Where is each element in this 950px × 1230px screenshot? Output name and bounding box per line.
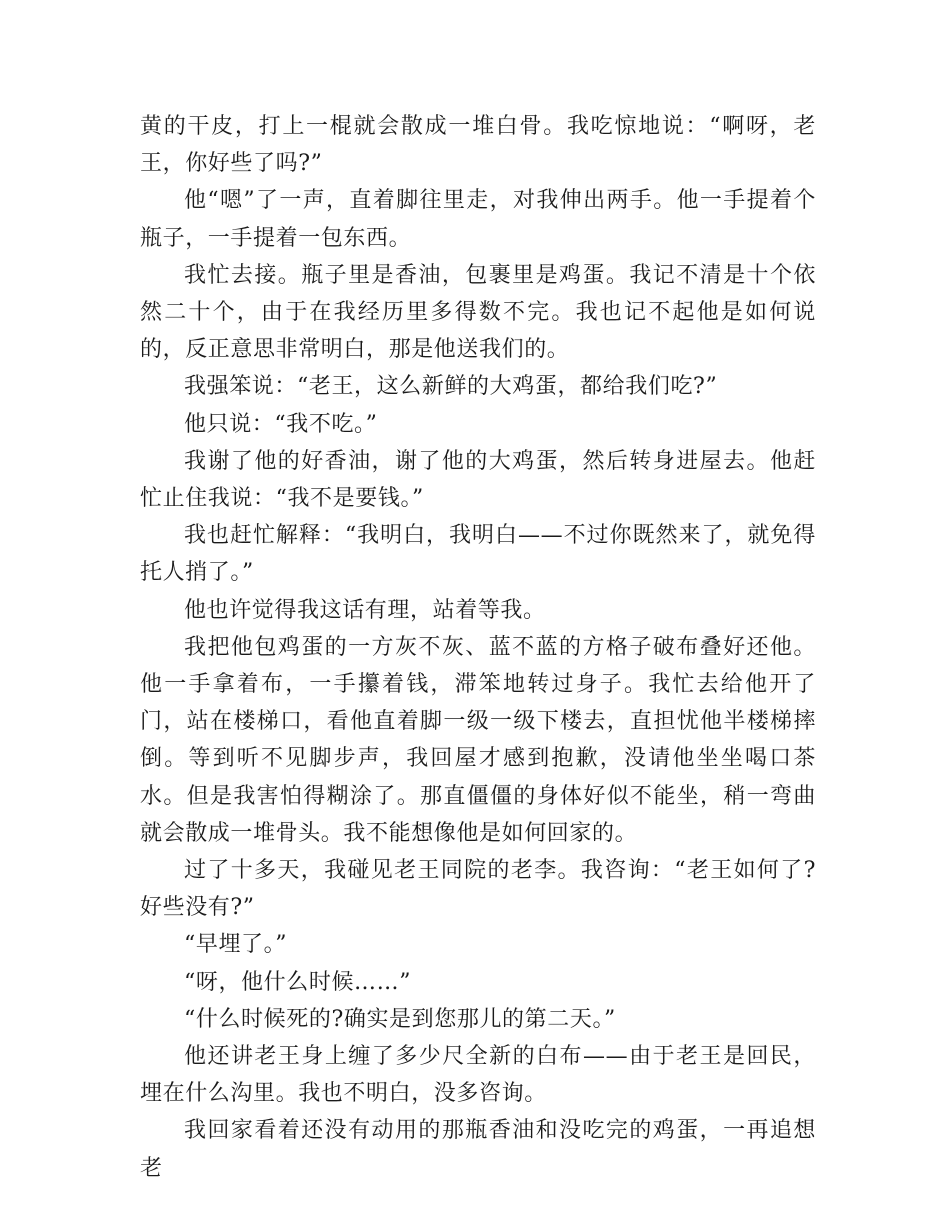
paragraph: 黄的干皮，打上一棍就会散成一堆白骨。我吃惊地说：“啊呀，老王，你好些了吗?”: [140, 114, 816, 177]
paragraph: 我忙去接。瓶子里是香油，包裹里是鸡蛋。我记不清是十个依然二十个，由于在我经历里多得数不完。我也记不起他是如何说的，反正意思非常明白，那是他送我们的。: [140, 262, 816, 363]
paragraph: 他只说：“我不吃。”: [184, 411, 378, 437]
paragraph: 我强笨说：“老王，这么新鲜的大鸡蛋，都给我们吃?”: [184, 374, 718, 400]
paragraph: 我也赶忙解释：“我明白，我明白——不过你既然来了，就免得托人捎了。”: [140, 523, 816, 586]
paragraph: 我把他包鸡蛋的一方灰不灰、蓝不蓝的方格子破布叠好还他。他一手拿着布，一手攥着钱，滞笨地转过身子。我忙去给他开了门，站在楼梯口，看他直着脚一级一级下楼去，直担忧他半楼梯摔倒。等到听不见脚步声，我回屋才感到抱歉，没请他坐坐喝口茶水。但是我害怕得糊涂了。那直僵僵的身体好似不能坐，稍一弯曲就会散成一堆骨头。我不能想像他是如何回家的。: [140, 634, 816, 846]
paragraph: 我谢了他的好香油，谢了他的大鸡蛋，然后转身进屋去。他赶忙止住我说：“我不是要钱。”: [140, 448, 816, 512]
paragraph: “早埋了。”: [184, 932, 288, 958]
paragraph: “什么时候死的?确实是到您那儿的第二天。”: [184, 1006, 616, 1032]
paragraph: 我回家看着还没有动用的那瓶香油和没吃完的鸡蛋，一再追想老: [140, 1118, 816, 1181]
paragraph: “呀，他什么时候……”: [184, 969, 412, 995]
paragraph: 他还讲老王身上缠了多少尺全新的白布——由于老王是回民，埋在什么沟里。我也不明白，没多咨询。: [140, 1044, 816, 1107]
paragraph: 他也许觉得我这话有理，站着等我。: [184, 597, 546, 623]
document-body: [140, 108, 816, 1187]
paragraph: 他“嗯”了一声，直着脚往里走，对我伸出两手。他一手提着个瓶子，一手提着一包东西。: [140, 188, 816, 251]
paragraph: 过了十多天，我碰见老王同院的老李。我咨询：“老王如何了?好些没有?”: [140, 858, 816, 921]
